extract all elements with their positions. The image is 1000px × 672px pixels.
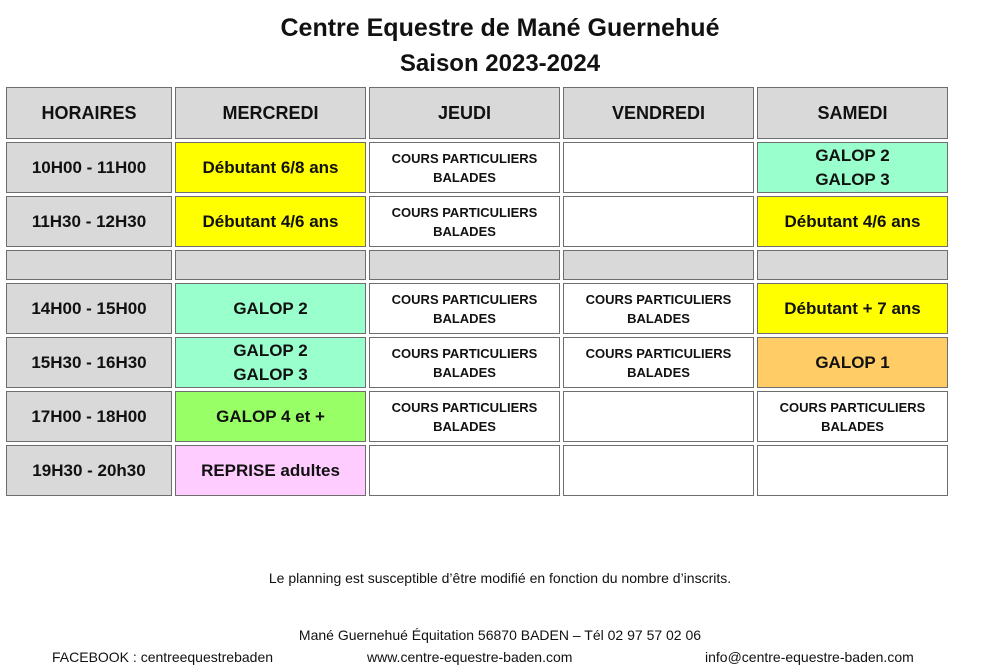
samedi-cell: COURS PARTICULIERS BALADES (757, 391, 948, 442)
table-row (6, 445, 948, 496)
header-horaires: HORAIRES (6, 87, 172, 139)
page-title: Centre Equestre de Mané Guernehué (280, 14, 720, 42)
samedi-cell: Débutant 4/6 ans (757, 196, 948, 247)
header-vendredi: VENDREDI (563, 87, 754, 139)
header-mercredi: MERCREDI (175, 87, 366, 139)
samedi-cell: GALOP 2 GALOP 3 (757, 142, 948, 193)
mercredi-cell: GALOP 4 et + (175, 391, 366, 442)
vendredi-cell (563, 445, 754, 496)
header-jeudi: JEUDI (369, 87, 560, 139)
time-cell: 17H00 - 18H00 (6, 391, 172, 442)
time-cell: 11H30 - 12H30 (6, 196, 172, 247)
table-row (6, 391, 948, 442)
mercredi-cell: Débutant 6/8 ans (175, 142, 366, 193)
samedi-cell: GALOP 1 (757, 337, 948, 388)
vendredi-cell (563, 142, 754, 193)
mercredi-cell: GALOP 2 GALOP 3 (175, 337, 366, 388)
header-samedi: SAMEDI (757, 87, 948, 139)
footer-facebook: FACEBOOK : centreequestrebaden (52, 649, 274, 665)
time-cell: 19H30 - 20h30 (6, 445, 172, 496)
footer-address: Mané Guernehué Équitation 56870 BADEN – Tél 02 97 57 02 06 (298, 627, 702, 643)
mercredi-cell: Débutant 4/6 ans (175, 196, 366, 247)
vendredi-cell (563, 196, 754, 247)
header-row (6, 87, 948, 139)
vendredi-cell: COURS PARTICULIERS BALADES (563, 283, 754, 334)
time-cell: 15H30 - 16H30 (6, 337, 172, 388)
season-subtitle: Saison 2023-2024 (399, 50, 601, 77)
planning-note: Le planning est susceptible d’être modifié en fonction du nombre d’inscrits. (268, 570, 732, 586)
vendredi-cell: COURS PARTICULIERS BALADES (563, 337, 754, 388)
jeudi-cell: COURS PARTICULIERS BALADES (369, 142, 560, 193)
schedule-table (3, 84, 951, 499)
jeudi-cell: COURS PARTICULIERS BALADES (369, 391, 560, 442)
footer-website-link[interactable]: www.centre-equestre-baden.com (367, 649, 573, 665)
jeudi-cell: COURS PARTICULIERS BALADES (369, 283, 560, 334)
footer-email-link[interactable]: info@centre-equestre-baden.com (705, 649, 914, 665)
time-cell: 14H00 - 15H00 (6, 283, 172, 334)
mercredi-cell: REPRISE adultes (175, 445, 366, 496)
samedi-cell (757, 445, 948, 496)
jeudi-cell (369, 445, 560, 496)
jeudi-cell: COURS PARTICULIERS BALADES (369, 337, 560, 388)
mercredi-cell: GALOP 2 (175, 283, 366, 334)
table-row (6, 283, 948, 334)
vendredi-cell (563, 391, 754, 442)
table-row (6, 337, 948, 388)
separator-row (6, 250, 948, 280)
table-row (6, 196, 948, 247)
time-cell: 10H00 - 11H00 (6, 142, 172, 193)
jeudi-cell: COURS PARTICULIERS BALADES (369, 196, 560, 247)
table-row (6, 142, 948, 193)
samedi-cell: Débutant + 7 ans (757, 283, 948, 334)
